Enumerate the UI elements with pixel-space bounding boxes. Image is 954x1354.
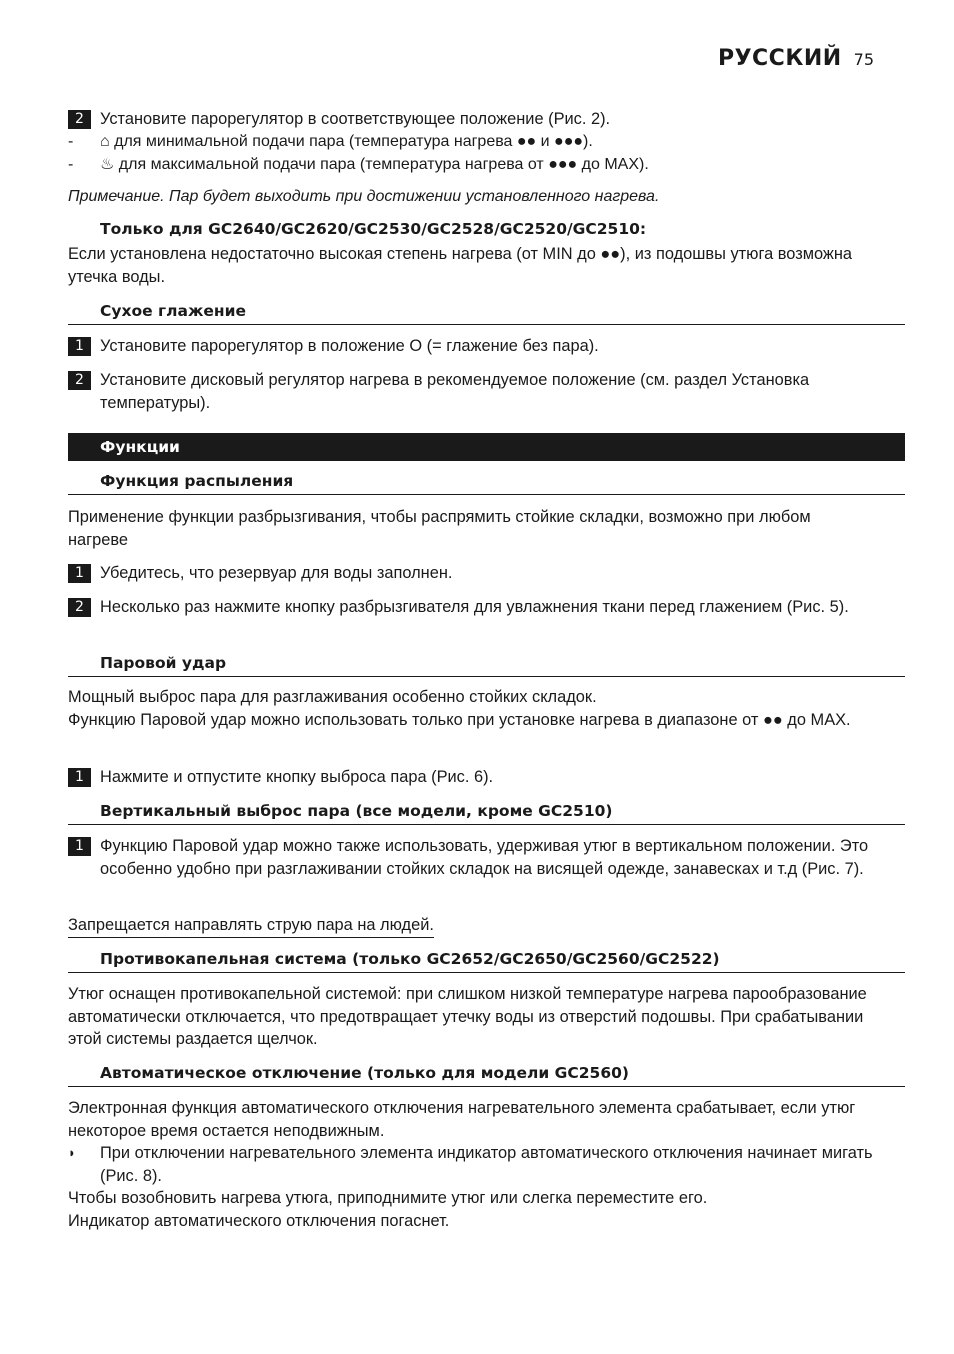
step-number: 2: [68, 371, 91, 390]
dash-text: ⌂ для минимальной подачи пара (температура нагрева ●● и ●●●).: [100, 133, 593, 150]
step: [68, 766, 873, 789]
step: [68, 108, 873, 131]
warning-row: [68, 914, 873, 938]
step: [68, 369, 873, 414]
models-heading: Только для GC2640/GC2620/GC2530/GC2528/GC2520/GC2510:: [100, 220, 647, 238]
note: Примечание. Пар будет выходить при достижении установленного нагрева.: [68, 188, 660, 205]
section-title: Функция распыления: [68, 470, 905, 495]
paragraph: Мощный выброс пара для разглаживания особенно стойких складок.: [68, 688, 597, 706]
paragraph: Индикатор автоматического отключения погаснет.: [68, 1212, 450, 1230]
paragraph: Электронная функция автоматического отключения нагревательного элемента срабатывает, если утюг некоторое время остается неподвижным.: [68, 1099, 856, 1140]
dash-marker: -: [68, 133, 74, 150]
step-number: 1: [68, 768, 91, 787]
language-label: РУССКИЙ: [717, 46, 842, 71]
bullet-item: [68, 1142, 873, 1187]
step: [68, 596, 873, 619]
step-text: Установите парорегулятор в положение O (= глажение без пара).: [100, 337, 599, 355]
step: [68, 562, 873, 585]
step-text: Нажмите и отпустите кнопку выброса пара (Рис. 6).: [100, 768, 494, 786]
page-header: [718, 46, 874, 71]
section-title: Сухое глажение: [68, 300, 905, 325]
step-number: 1: [68, 837, 91, 856]
section-title: Противокапельная система (только GC2652/GC2650/GC2560/GC2522): [68, 948, 905, 973]
step-number: 1: [68, 564, 91, 583]
step-number: 2: [68, 598, 91, 617]
step: [68, 335, 873, 358]
step-number: 2: [68, 110, 91, 129]
step-text: Установите парорегулятор в соответствующее положение (Рис. 2).: [100, 110, 611, 128]
paragraph: Чтобы возобновить нагрева утюга, приподнимите утюг или слегка переместите его.: [68, 1189, 708, 1207]
step-text: Убедитесь, что резервуар для воды заполнен.: [100, 564, 453, 582]
bullet-text: При отключении нагревательного элемента индикатор автоматического отключения начинает мигать (Рис. 8).: [100, 1144, 873, 1185]
chapter-bar: Функции: [68, 433, 905, 461]
triangle-bullet-icon: ◗: [68, 1145, 76, 1160]
dash-marker: -: [68, 156, 74, 173]
step: [68, 835, 873, 880]
dash-text: ♨ для максимальной подачи пара (температура нагрева от ●●● до MAX).: [100, 156, 649, 173]
models-text: Если установлена недостаточно высокая степень нагрева (от MIN до ●●), из подошвы утюга возможна утечка воды.: [68, 245, 853, 286]
section-title: Вертикальный выброс пара (все модели, кроме GC2510): [68, 800, 905, 825]
paragraph: Утюг оснащен противокапельной системой: при слишком низкой температуре нагрева парообразование автоматически отключается, что предотвращает утечку воды из отверстий подошвы. При срабатывании этой системы раздается щелчок.: [68, 985, 867, 1048]
dash-item: [68, 154, 873, 177]
section-intro: Применение функции разбрызгивания, чтобы распрямить стойкие складки, возможно при любом нагреве: [68, 508, 811, 549]
dash-item: [68, 131, 873, 154]
step-text: Функцию Паровой удар можно также использовать, удерживая утюг в вертикальном положении. Это особенно удобно при разглаживании стойких складок на висящей одежде, занавесках и т.д (Рис. 7).: [100, 837, 869, 878]
step-number: 1: [68, 337, 91, 356]
page-number: 75: [853, 50, 874, 69]
step-text: Установите дисковый регулятор нагрева в рекомендуемое положение (см. раздел Установка температуры).: [100, 371, 810, 412]
paragraph: Функцию Паровой удар можно использовать только при установке нагрева в диапазоне от ●● до MAX.: [68, 711, 851, 729]
step-text: Несколько раз нажмите кнопку разбрызгивателя для увлажнения ткани перед глажением (Рис. 5).: [100, 598, 849, 616]
section-title: Паровой удар: [68, 652, 905, 677]
warning-text: Запрещается направлять струю пара на людей.: [68, 914, 434, 938]
section-title: Автоматическое отключение (только для модели GC2560): [68, 1062, 905, 1087]
